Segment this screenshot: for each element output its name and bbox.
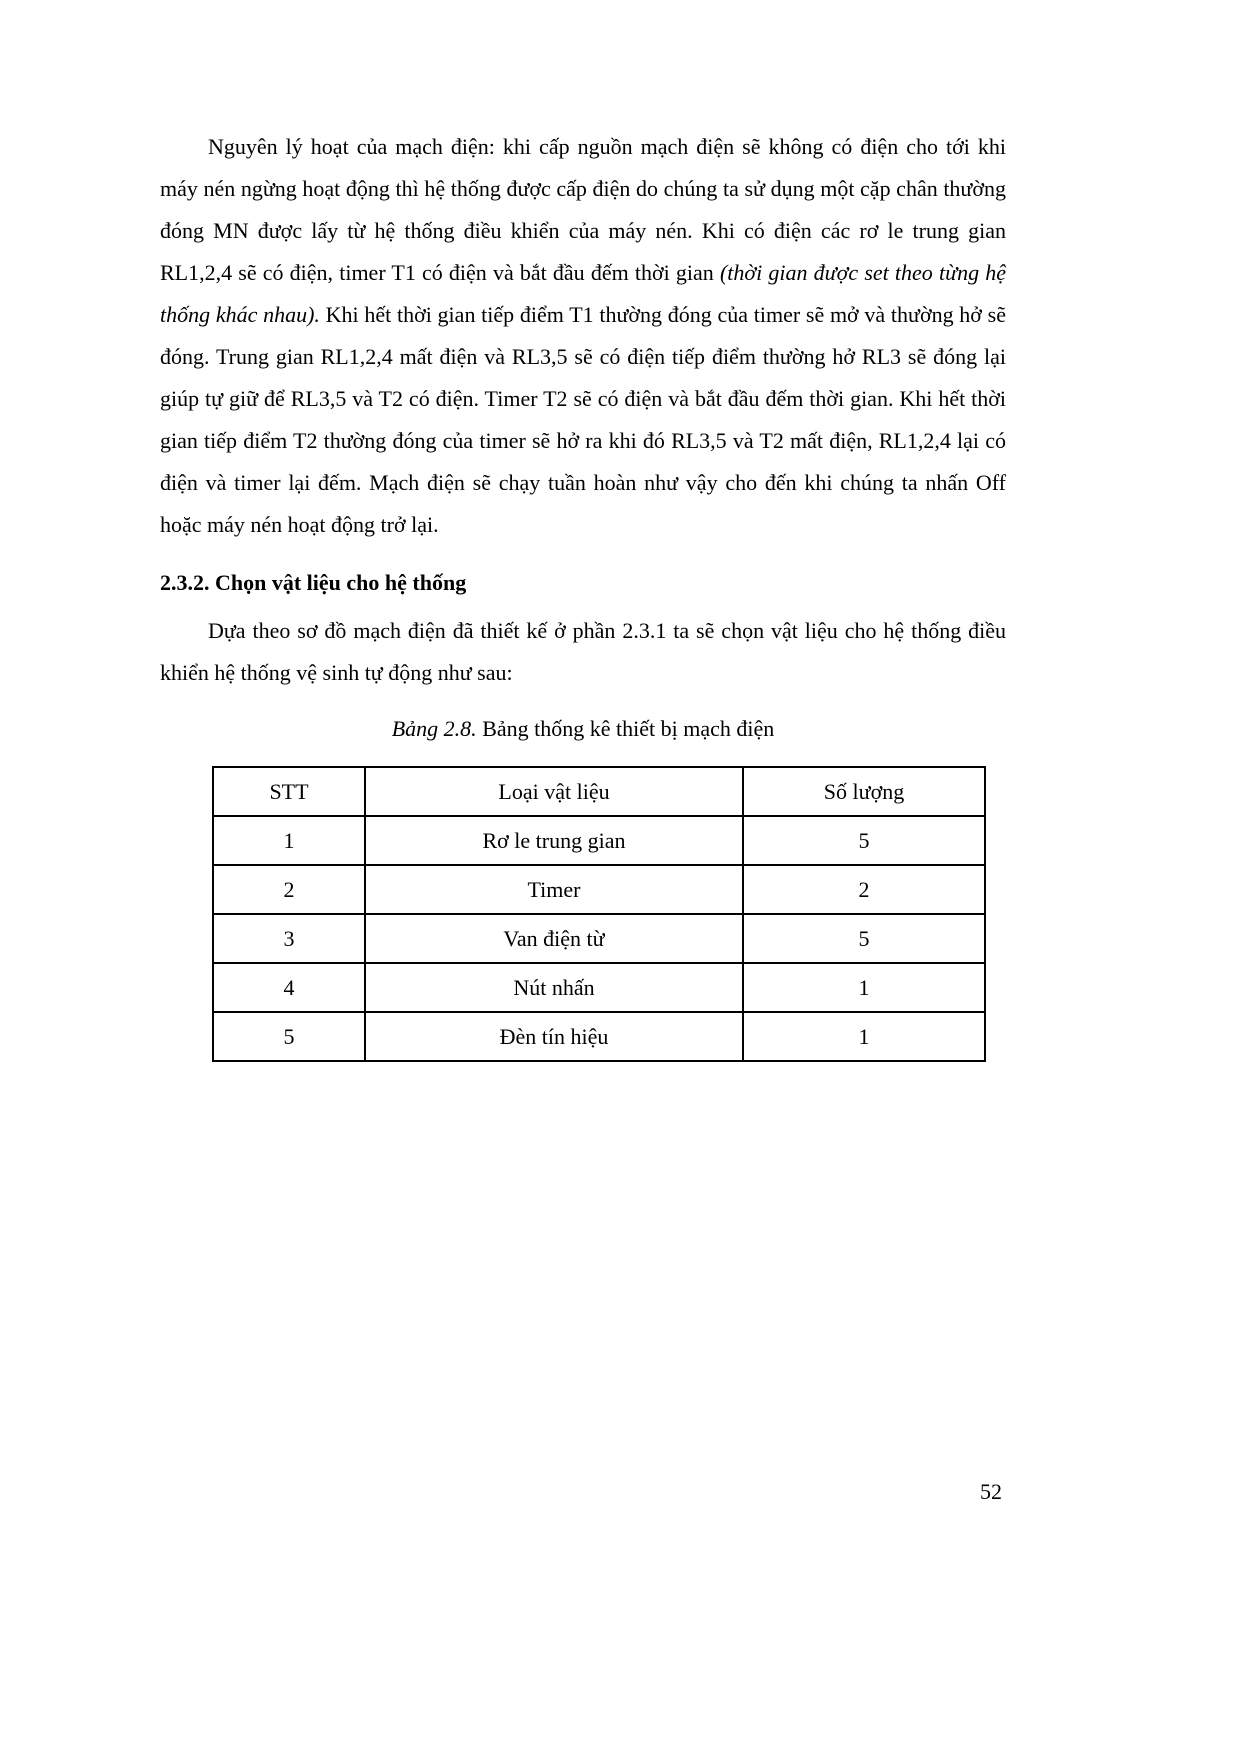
cell-stt: 3 xyxy=(213,914,365,963)
materials-table xyxy=(212,766,986,1062)
table-row xyxy=(213,865,985,914)
table-caption-text: Bảng thống kê thiết bị mạch điện xyxy=(476,716,775,741)
table-caption xyxy=(160,708,1006,750)
table-header-row xyxy=(213,767,985,816)
column-header-quantity: Số lượng xyxy=(743,767,985,816)
page-number: 52 xyxy=(980,1479,1002,1504)
cell-quantity: 1 xyxy=(743,1012,985,1061)
column-header-material: Loại vật liệu xyxy=(365,767,743,816)
column-header-stt: STT xyxy=(213,767,365,816)
paragraph-material-selection: Dựa theo sơ đồ mạch điện đã thiết kế ở phần 2.3.1 ta sẽ chọn vật liệu cho hệ thống điều khiển hệ thống vệ sinh tự động như sau: xyxy=(160,618,1006,685)
cell-material: Nút nhấn xyxy=(365,963,743,1012)
cell-material: Timer xyxy=(365,865,743,914)
table-row xyxy=(213,816,985,865)
cell-quantity: 1 xyxy=(743,963,985,1012)
paragraph-text-segment: Nguyên lý hoạt của mạch điện: khi cấp nguồn mạch điện sẽ không có điện cho tới khi máy nén ngừng hoạt động thì hệ thống được cấp điện do chúng ta sử dụng một cặp chân thường đóng MN được lấy từ hệ thống điều khiển của máy nén. Khi có điện các rơ le trung gian RL1,2,4 sẽ có điện, timer T1 có điện và bắt đầu đếm thời gian xyxy=(160,134,1006,285)
table-row xyxy=(213,914,985,963)
paragraph-italic-segment: (thời gian được set theo từng hệ thống khác nhau). xyxy=(160,260,1006,327)
cell-quantity: 2 xyxy=(743,865,985,914)
cell-material: Đèn tín hiệu xyxy=(365,1012,743,1061)
table-caption-label: Bảng 2.8. xyxy=(391,716,477,741)
materials-table-head xyxy=(213,767,985,816)
cell-stt: 1 xyxy=(213,816,365,865)
paragraph-operating-principle xyxy=(160,126,1006,546)
cell-quantity: 5 xyxy=(743,816,985,865)
table-row xyxy=(213,963,985,1012)
cell-stt: 2 xyxy=(213,865,365,914)
cell-quantity: 5 xyxy=(743,914,985,963)
cell-material: Rơ le trung gian xyxy=(365,816,743,865)
cell-stt: 4 xyxy=(213,963,365,1012)
section-heading: 2.3.2. Chọn vật liệu cho hệ thống xyxy=(160,570,467,595)
cell-material: Van điện từ xyxy=(365,914,743,963)
materials-table-body xyxy=(213,816,985,1061)
cell-stt: 5 xyxy=(213,1012,365,1061)
table-row xyxy=(213,1012,985,1061)
paragraph-text-segment: Khi hết thời gian tiếp điểm T1 thường đóng của timer sẽ mở và thường hở sẽ đóng. Trung gian RL1,2,4 mất điện và RL3,5 sẽ có điện tiếp điểm thường hở RL3 sẽ đóng lại giúp tự giữ để RL3,5 và T2 có điện. Timer T2 sẽ có điện và bắt đầu đếm thời gian. Khi hết thời gian tiếp điểm T2 thường đóng của timer sẽ hở ra khi đó RL3,5 và T2 mất điện, RL1,2,4 lại có điện và timer lại đếm. Mạch điện sẽ chạy tuần hoàn như vậy cho đến khi chúng ta nhấn Off hoặc máy nén hoạt động trở lại. xyxy=(160,302,1006,537)
